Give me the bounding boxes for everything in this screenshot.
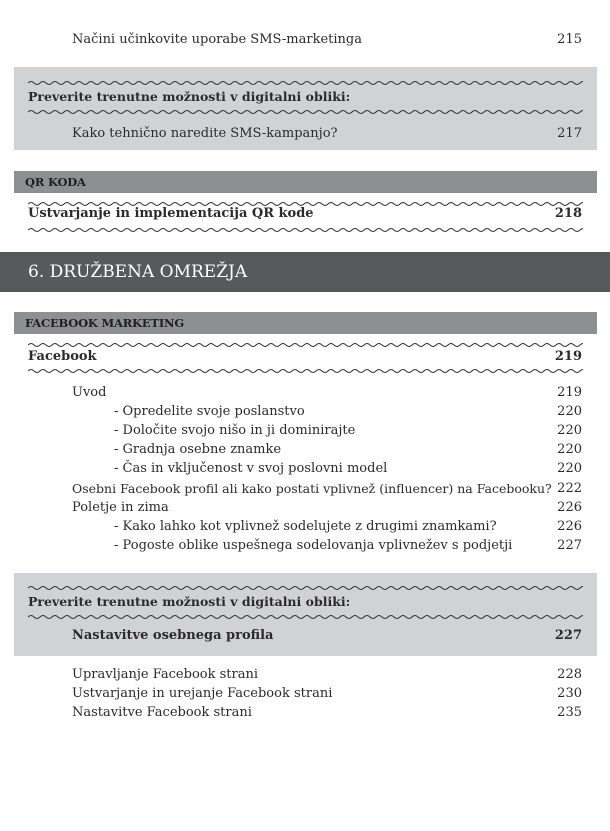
chapter-header: 6. DRUŽBENA OMREŽJA [0, 252, 610, 292]
toc-entry[interactable] [0, 402, 610, 422]
toc-entry-page: 226 [557, 519, 582, 534]
toc-entry-title: Upravljanje Facebook strani [72, 667, 258, 682]
toc-entry-page: 222 [557, 481, 582, 496]
toc-entry[interactable] [0, 459, 610, 479]
toc-entry[interactable] [0, 684, 610, 704]
toc-entry[interactable] [0, 347, 610, 367]
toc-entry[interactable] [0, 665, 610, 685]
section-header-facebook-marketing: FACEBOOK MARKETING [14, 312, 597, 334]
toc-entry-title: Uvod [72, 385, 107, 400]
wave-divider [28, 80, 583, 86]
toc-entry-title: Nastavitve osebnega profila [72, 628, 274, 643]
toc-entry-page: 217 [557, 126, 582, 141]
wave-divider [28, 227, 583, 233]
toc-entry-page: 220 [557, 404, 582, 419]
toc-entry[interactable] [0, 479, 610, 499]
toc-entry-title: - Pogoste oblike uspešnega sodelovanja vplivnežev s podjetji [114, 538, 513, 553]
toc-entry[interactable] [0, 626, 610, 646]
toc-entry-page: 220 [557, 423, 582, 438]
toc-entry-page: 226 [557, 500, 582, 515]
toc-entry-title: Ustvarjanje in urejanje Facebook strani [72, 686, 333, 701]
toc-entry-title: Kako tehnično naredite SMS-kampanjo? [72, 126, 338, 141]
toc-entry-title: Osebni Facebook profil ali kako postati vplivnež (influencer) na Facebooku? [72, 481, 552, 496]
toc-entry[interactable] [0, 703, 610, 723]
toc-entry-title: - Gradnja osebne znamke [114, 442, 282, 457]
wave-divider [28, 614, 583, 620]
toc-entry[interactable] [0, 204, 610, 224]
toc-entry-page: 218 [554, 206, 582, 221]
toc-entry[interactable] [0, 536, 610, 556]
toc-entry[interactable] [0, 440, 610, 460]
toc-entry-title: - Kako lahko kot vplivnež sodelujete z drugimi znamkami? [114, 519, 497, 534]
wave-divider [28, 585, 583, 591]
toc-entry[interactable] [0, 124, 610, 144]
toc-entry-title: - Določite svojo nišo in ji dominirajte [114, 423, 356, 438]
toc-entry-page: 219 [554, 349, 582, 364]
toc-entry-page: 219 [557, 385, 582, 400]
toc-entry[interactable] [0, 383, 610, 403]
toc-entry[interactable] [0, 498, 610, 518]
toc-entry-page: 228 [557, 667, 582, 682]
toc-entry-page: 220 [557, 442, 582, 457]
toc-entry-title: Načini učinkovite uporabe SMS-marketinga [72, 32, 362, 47]
toc-entry[interactable] [0, 517, 610, 537]
digital-options-heading: Preverite trenutne možnosti v digitalni obliki: [28, 89, 351, 104]
toc-entry[interactable] [0, 30, 610, 50]
digital-options-heading: Preverite trenutne možnosti v digitalni obliki: [28, 594, 351, 609]
section-header-qr: QR KODA [14, 171, 597, 193]
toc-entry-title: - Opredelite svoje poslanstvo [114, 404, 305, 419]
toc-entry-page: 227 [554, 628, 582, 643]
toc-entry-page: 230 [557, 686, 582, 701]
toc-entry[interactable] [0, 421, 610, 441]
toc-entry-page: 215 [557, 32, 582, 47]
toc-entry-title: Ustvarjanje in implementacija QR kode [28, 206, 314, 221]
toc-entry-title: Facebook [28, 349, 97, 364]
wave-divider [28, 109, 583, 115]
toc-entry-title: - Čas in vključenost v svoj poslovni model [114, 461, 388, 476]
toc-entry-page: 220 [557, 461, 582, 476]
toc-entry-title: Poletje in zima [72, 500, 169, 515]
toc-entry-title: Nastavitve Facebook strani [72, 705, 252, 720]
wave-divider [28, 368, 583, 374]
toc-entry-page: 235 [557, 705, 582, 720]
toc-entry-page: 227 [557, 538, 582, 553]
